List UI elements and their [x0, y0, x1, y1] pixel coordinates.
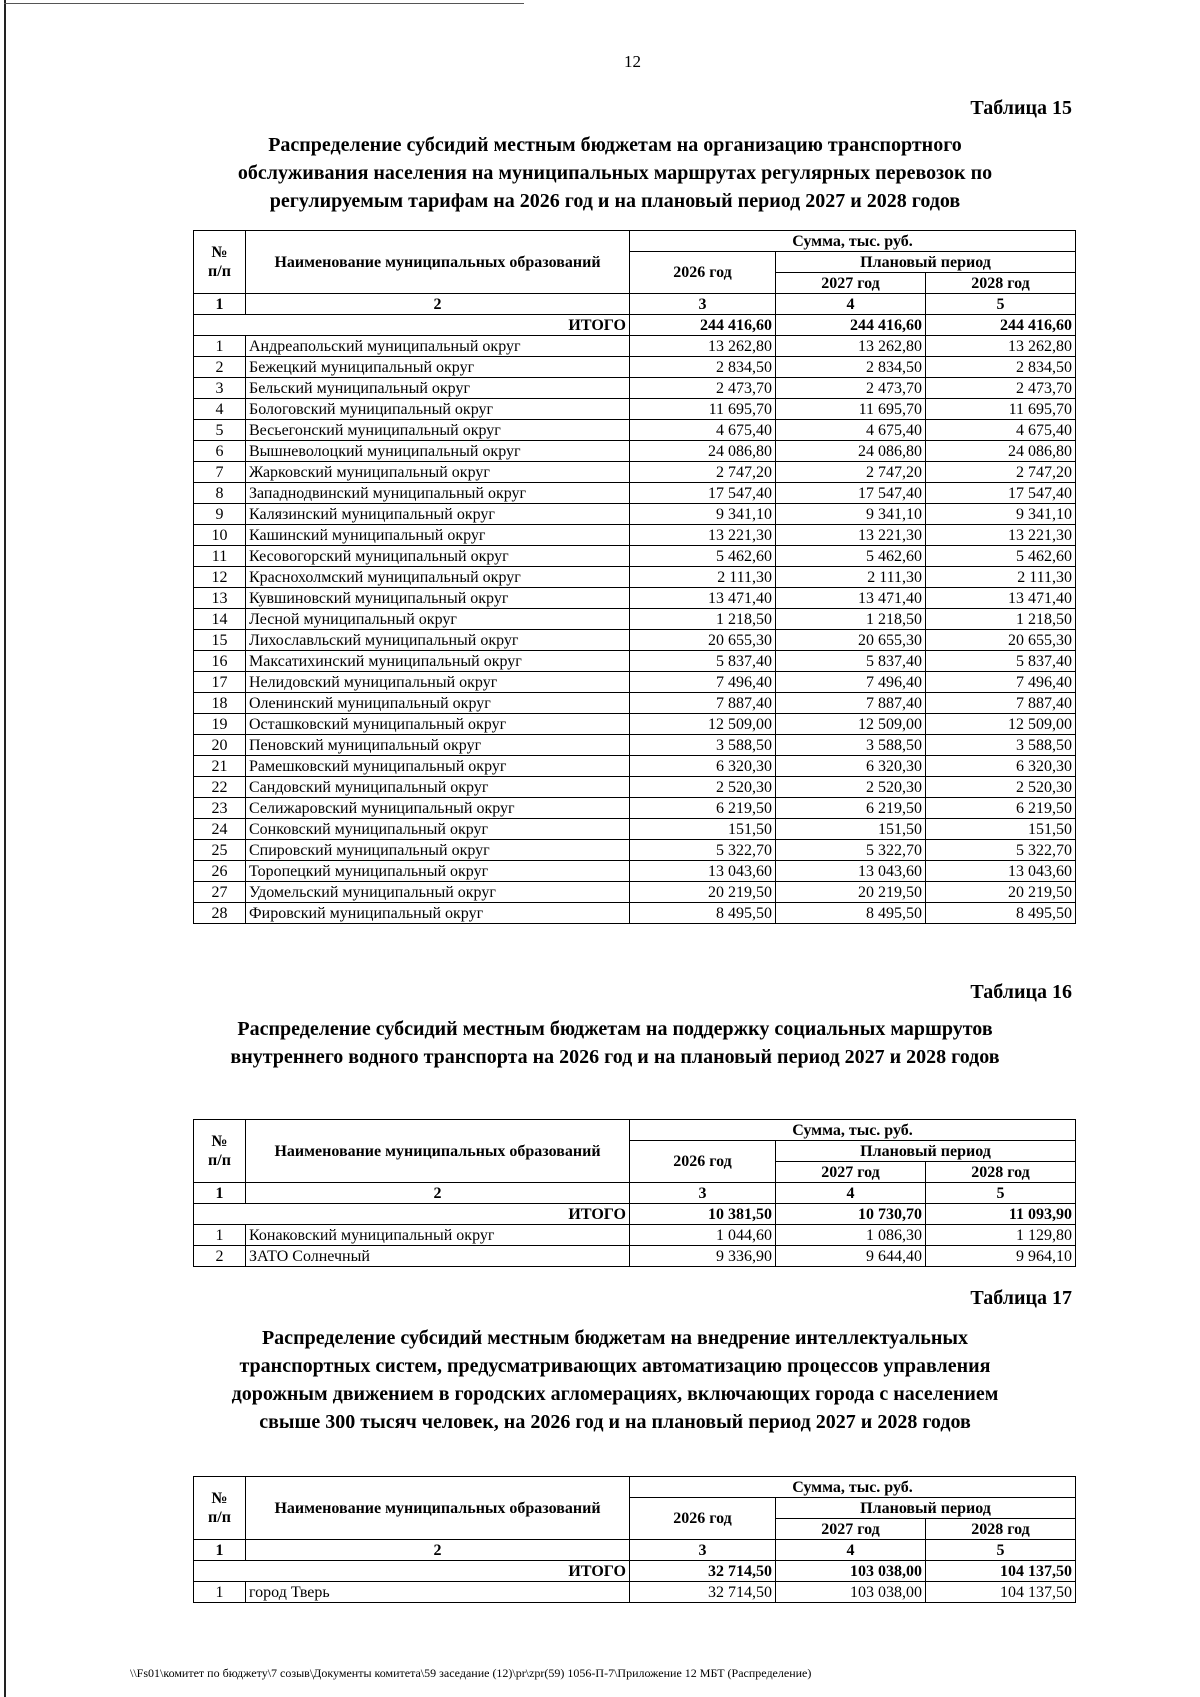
value-2028: 13 262,80	[926, 336, 1076, 357]
header-sum: Сумма, тыс. руб.	[630, 1120, 1076, 1141]
value-2028: 2 520,30	[926, 777, 1076, 798]
header-year-2026: 2026 год	[630, 252, 776, 294]
value-2028: 1 218,50	[926, 609, 1076, 630]
header-name: Наименование муниципальных образований	[246, 1477, 630, 1540]
value-2028: 2 111,30	[926, 567, 1076, 588]
municipality-name: Осташковский муниципальный округ	[246, 714, 630, 735]
total-label: ИТОГО	[194, 1204, 630, 1225]
value-2028: 3 588,50	[926, 735, 1076, 756]
municipality-name: Весьегонский муниципальный округ	[246, 420, 630, 441]
value-2026: 1 218,50	[630, 609, 776, 630]
total-row	[194, 315, 1076, 336]
value-2027: 6 219,50	[776, 798, 926, 819]
table-row	[194, 903, 1076, 924]
value-2028: 7 496,40	[926, 672, 1076, 693]
header-num-line: №	[211, 1490, 228, 1507]
value-2027: 4 675,40	[776, 420, 926, 441]
value-2027: 2 111,30	[776, 567, 926, 588]
header-sum: Сумма, тыс. руб.	[630, 231, 1076, 252]
row-number: 11	[194, 546, 246, 567]
value-2028: 4 675,40	[926, 420, 1076, 441]
row-number: 16	[194, 651, 246, 672]
table-15-title	[215, 131, 1015, 215]
row-number: 20	[194, 735, 246, 756]
municipality-name: Селижаровский муниципальный округ	[246, 798, 630, 819]
municipality-name: Кувшиновский муниципальный округ	[246, 588, 630, 609]
value-2028: 13 471,40	[926, 588, 1076, 609]
municipality-name: Удомельский муниципальный округ	[246, 882, 630, 903]
column-number: 1	[194, 294, 246, 315]
value-2027: 7 887,40	[776, 693, 926, 714]
municipality-name: Андреапольский муниципальный округ	[246, 336, 630, 357]
value-2026: 13 043,60	[630, 861, 776, 882]
header-year-2027: 2027 год	[776, 1519, 926, 1540]
value-2026: 20 655,30	[630, 630, 776, 651]
value-2027: 13 221,30	[776, 525, 926, 546]
municipality-name: Кесовогорский муниципальный округ	[246, 546, 630, 567]
value-2026: 8 495,50	[630, 903, 776, 924]
municipality-name: Краснохолмский муниципальный округ	[246, 567, 630, 588]
municipality-name: Спировский муниципальный округ	[246, 840, 630, 861]
title-line: Распределение субсидий местным бюджетам на внедрение интеллектуальных	[261, 1327, 969, 1349]
table-row	[194, 693, 1076, 714]
table-row	[194, 441, 1076, 462]
table-row	[194, 567, 1076, 588]
total-value: 244 416,60	[630, 315, 776, 336]
table-row	[194, 588, 1076, 609]
row-number: 2	[194, 1246, 246, 1267]
header-num	[194, 1477, 246, 1540]
value-2028: 104 137,50	[926, 1582, 1076, 1603]
municipality-name: Конаковский муниципальный округ	[246, 1225, 630, 1246]
value-2028: 151,50	[926, 819, 1076, 840]
value-2027: 151,50	[776, 819, 926, 840]
header-name: Наименование муниципальных образований	[246, 231, 630, 294]
table-row	[194, 672, 1076, 693]
value-2028: 6 320,30	[926, 756, 1076, 777]
table-row	[194, 882, 1076, 903]
table-row	[194, 651, 1076, 672]
row-number: 1	[194, 1582, 246, 1603]
value-2026: 3 588,50	[630, 735, 776, 756]
municipality-name: Нелидовский муниципальный округ	[246, 672, 630, 693]
municipality-name: Фировский муниципальный округ	[246, 903, 630, 924]
value-2027: 8 495,50	[776, 903, 926, 924]
column-number-row	[194, 1540, 1076, 1561]
header-num-line: №	[211, 244, 228, 261]
value-2026: 2 520,30	[630, 777, 776, 798]
column-number: 1	[194, 1183, 246, 1204]
total-label: ИТОГО	[194, 315, 630, 336]
value-2027: 7 496,40	[776, 672, 926, 693]
column-number: 3	[630, 294, 776, 315]
header-row	[194, 1120, 1076, 1141]
value-2026: 12 509,00	[630, 714, 776, 735]
value-2027: 9 644,40	[776, 1246, 926, 1267]
column-number: 3	[630, 1540, 776, 1561]
total-value: 244 416,60	[926, 315, 1076, 336]
value-2026: 7 887,40	[630, 693, 776, 714]
value-2028: 5 462,60	[926, 546, 1076, 567]
value-2026: 6 320,30	[630, 756, 776, 777]
value-2028: 13 221,30	[926, 525, 1076, 546]
header-planned-period: Плановый период	[776, 1498, 1076, 1519]
value-2028: 2 473,70	[926, 378, 1076, 399]
table-row	[194, 798, 1076, 819]
value-2027: 24 086,80	[776, 441, 926, 462]
table-17-title	[215, 1324, 1015, 1436]
row-number: 1	[194, 336, 246, 357]
table-16-title	[215, 1015, 1015, 1071]
row-number: 3	[194, 378, 246, 399]
row-number: 6	[194, 441, 246, 462]
header-num	[194, 1120, 246, 1183]
row-number: 23	[194, 798, 246, 819]
municipality-name: Рамешковский муниципальный округ	[246, 756, 630, 777]
value-2026: 13 471,40	[630, 588, 776, 609]
table-row	[194, 819, 1076, 840]
table-row	[194, 630, 1076, 651]
municipality-name: Бежецкий муниципальный округ	[246, 357, 630, 378]
column-number: 4	[776, 294, 926, 315]
value-2028: 5 322,70	[926, 840, 1076, 861]
value-2026: 9 341,10	[630, 504, 776, 525]
row-number: 18	[194, 693, 246, 714]
value-2027: 13 262,80	[776, 336, 926, 357]
page-number: 12	[624, 52, 641, 71]
municipality-name: Сандовский муниципальный округ	[246, 777, 630, 798]
table-row	[194, 861, 1076, 882]
value-2027: 20 655,30	[776, 630, 926, 651]
row-number: 17	[194, 672, 246, 693]
header-num-line: п/п	[208, 1509, 231, 1526]
value-2028: 2 834,50	[926, 357, 1076, 378]
value-2028: 9 964,10	[926, 1246, 1076, 1267]
row-number: 8	[194, 483, 246, 504]
value-2027: 9 341,10	[776, 504, 926, 525]
municipality-name: Лесной муниципальный округ	[246, 609, 630, 630]
column-number: 5	[926, 1540, 1076, 1561]
value-2028: 20 655,30	[926, 630, 1076, 651]
row-number: 12	[194, 567, 246, 588]
municipality-name: Сонковский муниципальный округ	[246, 819, 630, 840]
row-number: 28	[194, 903, 246, 924]
table-row	[194, 378, 1076, 399]
total-value: 244 416,60	[776, 315, 926, 336]
value-2028: 9 341,10	[926, 504, 1076, 525]
municipality-name: Вышневолоцкий муниципальный округ	[246, 441, 630, 462]
table-row	[194, 504, 1076, 525]
value-2027: 1 218,50	[776, 609, 926, 630]
title-line: Распределение субсидий местным бюджетам на организацию транспортного	[268, 134, 962, 156]
footer-file-path: \\Fs01\комитет по бюджету\7 созыв\Документы комитета\59 заседание (12)\pr\zpr(59) 1056-П-7\Приложение 12 МБТ (Распределение)	[130, 1666, 812, 1680]
header-sum: Сумма, тыс. руб.	[630, 1477, 1076, 1498]
page-left-border	[4, 0, 6, 1697]
value-2026: 17 547,40	[630, 483, 776, 504]
header-year-2028: 2028 год	[926, 1519, 1076, 1540]
column-number: 2	[246, 1183, 630, 1204]
row-number: 22	[194, 777, 246, 798]
title-line: обслуживания населения на муниципальных маршрутах регулярных перевозок по	[237, 162, 993, 184]
row-number: 7	[194, 462, 246, 483]
title-line: транспортных систем, предусматривающих автоматизацию процессов управления	[239, 1355, 991, 1377]
header-num	[194, 231, 246, 294]
value-2027: 2 520,30	[776, 777, 926, 798]
header-year-2028: 2028 год	[926, 273, 1076, 294]
title-line: регулируемым тарифам на 2026 год и на плановый период 2027 и 2028 годов	[269, 190, 961, 212]
row-number: 27	[194, 882, 246, 903]
value-2028: 7 887,40	[926, 693, 1076, 714]
value-2026: 7 496,40	[630, 672, 776, 693]
row-number: 5	[194, 420, 246, 441]
row-number: 21	[194, 756, 246, 777]
header-row	[194, 231, 1076, 252]
table-15	[193, 230, 1076, 924]
table-row	[194, 609, 1076, 630]
total-value: 32 714,50	[630, 1561, 776, 1582]
value-2026: 24 086,80	[630, 441, 776, 462]
table-row	[194, 357, 1076, 378]
row-number: 25	[194, 840, 246, 861]
header-year-2026: 2026 год	[630, 1498, 776, 1540]
header-planned-period: Плановый период	[776, 252, 1076, 273]
header-planned-period: Плановый период	[776, 1141, 1076, 1162]
value-2028: 11 695,70	[926, 399, 1076, 420]
value-2026: 151,50	[630, 819, 776, 840]
municipality-name: Бологовский муниципальный округ	[246, 399, 630, 420]
value-2027: 6 320,30	[776, 756, 926, 777]
table-16	[193, 1119, 1076, 1267]
municipality-name: Лихославльский муниципальный округ	[246, 630, 630, 651]
table-row	[194, 714, 1076, 735]
municipality-name: Пеновский муниципальный округ	[246, 735, 630, 756]
value-2027: 5 322,70	[776, 840, 926, 861]
value-2027: 13 471,40	[776, 588, 926, 609]
municipality-name: Торопецкий муниципальный округ	[246, 861, 630, 882]
table-17-label: Таблица 17	[970, 1287, 1072, 1309]
municipality-name: Западнодвинский муниципальный округ	[246, 483, 630, 504]
value-2028: 20 219,50	[926, 882, 1076, 903]
value-2027: 13 043,60	[776, 861, 926, 882]
municipality-name: Оленинский муниципальный округ	[246, 693, 630, 714]
value-2026: 11 695,70	[630, 399, 776, 420]
header-year-2027: 2027 год	[776, 1162, 926, 1183]
value-2026: 1 044,60	[630, 1225, 776, 1246]
municipality-name: Калязинский муниципальный округ	[246, 504, 630, 525]
table-row	[194, 399, 1076, 420]
row-number: 1	[194, 1225, 246, 1246]
municipality-name: ЗАТО Солнечный	[246, 1246, 630, 1267]
value-2027: 2 473,70	[776, 378, 926, 399]
row-number: 4	[194, 399, 246, 420]
value-2027: 2 834,50	[776, 357, 926, 378]
table-17	[193, 1476, 1076, 1603]
header-year-2028: 2028 год	[926, 1162, 1076, 1183]
table-row	[194, 735, 1076, 756]
title-line: свыше 300 тысяч человек, на 2026 год и на плановый период 2027 и 2028 годов	[259, 1411, 971, 1433]
value-2026: 13 221,30	[630, 525, 776, 546]
column-number: 2	[246, 1540, 630, 1561]
header-num-line: п/п	[208, 263, 231, 280]
header-num-line: п/п	[208, 1152, 231, 1169]
table-row	[194, 1225, 1076, 1246]
value-2026: 2 834,50	[630, 357, 776, 378]
title-line: внутреннего водного транспорта на 2026 год и на плановый период 2027 и 2028 годов	[230, 1046, 1000, 1068]
value-2028: 24 086,80	[926, 441, 1076, 462]
municipality-name: Жарковский муниципальный округ	[246, 462, 630, 483]
value-2028: 13 043,60	[926, 861, 1076, 882]
value-2027: 12 509,00	[776, 714, 926, 735]
header-num-line: №	[211, 1133, 228, 1150]
column-number: 2	[246, 294, 630, 315]
value-2026: 20 219,50	[630, 882, 776, 903]
column-number: 5	[926, 1183, 1076, 1204]
page-top-border	[4, 3, 524, 4]
value-2028: 8 495,50	[926, 903, 1076, 924]
total-value: 10 381,50	[630, 1204, 776, 1225]
table-row	[194, 483, 1076, 504]
value-2027: 5 462,60	[776, 546, 926, 567]
value-2026: 9 336,90	[630, 1246, 776, 1267]
value-2026: 2 473,70	[630, 378, 776, 399]
value-2028: 6 219,50	[926, 798, 1076, 819]
value-2028: 12 509,00	[926, 714, 1076, 735]
municipality-name: Кашинский муниципальный округ	[246, 525, 630, 546]
value-2026: 6 219,50	[630, 798, 776, 819]
table-row	[194, 756, 1076, 777]
value-2026: 2 747,20	[630, 462, 776, 483]
value-2028: 2 747,20	[926, 462, 1076, 483]
total-value: 11 093,90	[926, 1204, 1076, 1225]
row-number: 15	[194, 630, 246, 651]
value-2026: 4 675,40	[630, 420, 776, 441]
column-number: 5	[926, 294, 1076, 315]
column-number: 1	[194, 1540, 246, 1561]
total-value: 10 730,70	[776, 1204, 926, 1225]
municipality-name: город Тверь	[246, 1582, 630, 1603]
row-number: 2	[194, 357, 246, 378]
row-number: 9	[194, 504, 246, 525]
value-2026: 5 837,40	[630, 651, 776, 672]
value-2027: 2 747,20	[776, 462, 926, 483]
column-number-row	[194, 1183, 1076, 1204]
header-row	[194, 1477, 1076, 1498]
total-row	[194, 1561, 1076, 1582]
total-value: 104 137,50	[926, 1561, 1076, 1582]
value-2026: 5 462,60	[630, 546, 776, 567]
value-2028: 17 547,40	[926, 483, 1076, 504]
municipality-name: Максатихинский муниципальный округ	[246, 651, 630, 672]
table-row	[194, 420, 1076, 441]
table-row	[194, 1582, 1076, 1603]
value-2027: 103 038,00	[776, 1582, 926, 1603]
value-2026: 32 714,50	[630, 1582, 776, 1603]
value-2027: 3 588,50	[776, 735, 926, 756]
table-16-label: Таблица 16	[970, 981, 1072, 1003]
value-2027: 11 695,70	[776, 399, 926, 420]
column-number: 3	[630, 1183, 776, 1204]
header-name: Наименование муниципальных образований	[246, 1120, 630, 1183]
title-line: Распределение субсидий местным бюджетам на поддержку социальных маршрутов	[237, 1018, 993, 1040]
value-2028: 5 837,40	[926, 651, 1076, 672]
table-row	[194, 336, 1076, 357]
header-year-2026: 2026 год	[630, 1141, 776, 1183]
table-row	[194, 462, 1076, 483]
row-number: 24	[194, 819, 246, 840]
value-2026: 13 262,80	[630, 336, 776, 357]
title-line: дорожным движением в городских агломерациях, включающих города с населением	[231, 1383, 999, 1405]
total-row	[194, 1204, 1076, 1225]
value-2028: 1 129,80	[926, 1225, 1076, 1246]
value-2027: 1 086,30	[776, 1225, 926, 1246]
total-value: 103 038,00	[776, 1561, 926, 1582]
row-number: 26	[194, 861, 246, 882]
municipality-name: Бельский муниципальный округ	[246, 378, 630, 399]
table-row	[194, 525, 1076, 546]
value-2027: 5 837,40	[776, 651, 926, 672]
row-number: 10	[194, 525, 246, 546]
header-year-2027: 2027 год	[776, 273, 926, 294]
column-number: 4	[776, 1183, 926, 1204]
row-number: 19	[194, 714, 246, 735]
table-row	[194, 777, 1076, 798]
row-number: 13	[194, 588, 246, 609]
table-15-label: Таблица 15	[970, 97, 1072, 119]
value-2026: 5 322,70	[630, 840, 776, 861]
value-2026: 2 111,30	[630, 567, 776, 588]
table-row	[194, 840, 1076, 861]
value-2027: 17 547,40	[776, 483, 926, 504]
table-row	[194, 1246, 1076, 1267]
row-number: 14	[194, 609, 246, 630]
total-label: ИТОГО	[194, 1561, 630, 1582]
column-number-row	[194, 294, 1076, 315]
column-number: 4	[776, 1540, 926, 1561]
table-row	[194, 546, 1076, 567]
value-2027: 20 219,50	[776, 882, 926, 903]
